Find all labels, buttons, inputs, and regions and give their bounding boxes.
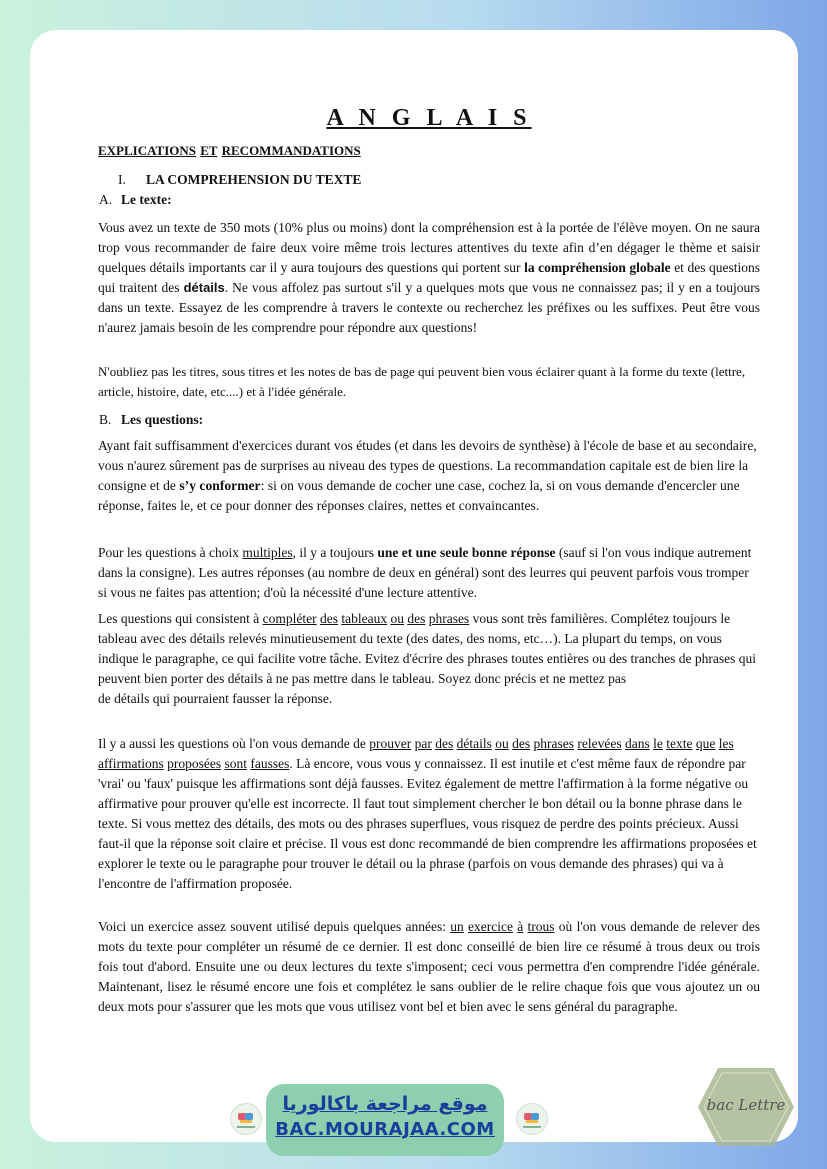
underlined-run: ou <box>390 611 404 626</box>
bac-lettre-stamp <box>698 1066 794 1148</box>
text-run: de détails qui pourraient fausser la réponse. <box>98 691 333 706</box>
banner-arabic-title[interactable]: موقع مراجعة باكالوريا <box>282 1093 488 1115</box>
text-run: . Là encore, vous vous y connaissez. Il est inutile et c'est même faux de répondre par 'vrai' ou 'faux' puisque les affirmations sont déjà fausses. Evitez également de mettre l'affirmation à la forme négative ou affirmative pour prouver qu'elle est incorrecte. Il faut tout simplement chercher le bon détail ou la bonne phrase dans le texte. Si vous mettez des détails, des mots ou des phrases superflues, vous risquez de perdre des points précieux. Aussi faut-il que la réponse soit claire et précise. Il vous est donc recommandé de bien comprendre les affirmations proposées et explorer le texte ou le paragraphe pour trouver le détail ou la phrase (parfois on vous demande des phrases) qui va à l'encontre de l'affirmation proposée. <box>98 756 757 891</box>
underlined-run: multiples <box>242 545 293 560</box>
underlined-run: le <box>653 736 663 751</box>
paragraph-tableaux <box>98 609 760 709</box>
section-label: LA COMPREHENSION DU TEXTE <box>146 172 362 187</box>
subtitle-word: RECOMMANDATIONS <box>221 143 361 158</box>
paragraph-titres <box>98 362 760 402</box>
page-title: A N G L A I S <box>326 105 532 131</box>
site-banner[interactable] <box>266 1084 504 1156</box>
text-run: et des questions qui traitent des <box>98 260 760 295</box>
underlined-run: phrases <box>533 736 574 751</box>
underlined-run: à <box>517 919 524 934</box>
text-run: Vous avez un texte de 350 mots (10% plus ou moins) dont la compréhension est à la portée de l'élève moyen. On ne saura trop vous recommander de faire deux voire même trois lectures attentives du texte afin d’en dégager le thème et saisir quelques détails importants car il y aura toujours des questions qui portent sur <box>98 220 760 275</box>
text-run: Il y a aussi les questions où l'on vous demande de <box>98 736 370 751</box>
underlined-run: des <box>407 611 426 626</box>
underlined-run: des <box>319 611 338 626</box>
underlined-run: détails <box>456 736 492 751</box>
underlined-run: dans <box>624 736 650 751</box>
bold-run: la compréhension globale <box>524 260 671 275</box>
underlined-run: les <box>718 736 734 751</box>
text-run: vous sont très familières. Complétez toujours le tableau avec des détails relevés minutieusement du texte (des dates, des noms, etc…). La plupart du temps, on vous indique le paragraphe, ce qui facilite votre tâche. Evitez d'écrire des phrases toutes entières ou des tranches de phrases qui peuvent bien porter des détails à ne pas mettre dans le tableau. Soyez donc précis et ne mettez pas <box>98 611 757 686</box>
text-run: Ayant fait suffisamment d'exercices durant vos études (et dans les devoirs de synthèse) à l'école de base et au secondaire, vous n'aurez sûrement pas de surprises au niveau des types de questions. La recommandation capitale est de bien lire la consigne et de <box>98 438 757 493</box>
subsection-label: Les questions: <box>121 412 204 427</box>
subsection-label: Le texte: <box>121 192 172 207</box>
subtitle-word: ET <box>200 143 218 158</box>
paragraph-choix-multiples <box>98 543 760 603</box>
underlined-run: ou <box>495 736 509 751</box>
text-run: , il y a toujours <box>292 545 378 560</box>
underlined-run: fausses <box>250 756 290 771</box>
stamp-text: bac Lettre <box>706 1096 786 1114</box>
underlined-run: tableaux <box>341 611 388 626</box>
bold-run: une et une seule bonne réponse <box>377 545 556 560</box>
subtitle-word: EXPLICATIONS <box>98 143 197 158</box>
subsection-heading-b <box>99 412 203 428</box>
text-run: N'oubliez pas les titres, sous titres et les notes de bas de page qui peuvent bien vous éclairer quant à la forme du texte (lettre, article, histoire, date, etc....) et à l'idée générale. <box>98 364 746 399</box>
underlined-run: affirmations <box>98 756 164 771</box>
underlined-run: que <box>695 736 716 751</box>
paragraph-exercice-trous <box>98 917 760 1017</box>
paragraph-prouver <box>98 734 760 894</box>
underlined-run: relevées <box>577 736 622 751</box>
subsection-number: A. <box>99 192 113 207</box>
text-run: Pour les questions à choix <box>98 545 243 560</box>
text-run: : si on vous demande de cocher une case, cochez la, si on vous demande d'encercler une réponse, faites le, et ce pour donner des réponses claires, nettes et convaincantes. <box>98 478 740 513</box>
paragraph-texte <box>98 218 760 338</box>
underlined-run: sont <box>224 756 247 771</box>
underlined-run: texte <box>666 736 693 751</box>
text-run: (sauf si l'on vous indique autrement dans la consigne). Les autres réponses (au nombre de deux en général) sont des leurres qui peuvent parfois vous tromper si vous ne faites pas attention; d'où la nécessité d'une lecture attentive. <box>98 545 752 600</box>
bold-run: détails <box>183 280 225 295</box>
subsection-number: B. <box>99 412 112 427</box>
underlined-run: compléter <box>262 611 317 626</box>
section-heading-1 <box>118 172 361 188</box>
underlined-run: des <box>435 736 454 751</box>
underlined-run: un <box>450 919 464 934</box>
underlined-run: prouver <box>369 736 412 751</box>
underlined-run: proposées <box>167 756 222 771</box>
banner-site-link[interactable]: BAC.MOURAJAA.COM <box>275 1119 495 1140</box>
subtitle <box>98 143 361 159</box>
text-run: Les questions qui consistent à <box>98 611 263 626</box>
underlined-run: trous <box>527 919 555 934</box>
text-run: où l'on vous demande de relever des mots du texte pour compléter un résumé de ce dernier. Il est donc conseillé de bien lire ce résumé à trous deux ou trois fois tout d'abord. Ensuite une ou deux lectures du texte s'imposent; ceci vous permettra d'en comprendre l'idée générale. Maintenant, lisez le résumé encore une fois et complétez le sans oublier de le relire chaque fois que vous ajoutez un ou deux mots pour s'assurer que les mots que vous utilisez vont bel et bien avec le sens général du paragraphe. <box>98 919 761 1014</box>
bold-run: s’y conformer <box>179 478 261 493</box>
underlined-run: par <box>414 736 432 751</box>
section-number: I. <box>118 172 126 187</box>
text-run: Voici un exercice assez souvent utilisé depuis quelques années: <box>98 919 451 934</box>
books-logo-icon <box>230 1103 262 1135</box>
paragraph-questions <box>98 436 760 516</box>
page <box>30 30 798 1142</box>
books-logo-icon <box>516 1103 548 1135</box>
underlined-run: phrases <box>428 611 470 626</box>
underlined-run: exercice <box>468 919 514 934</box>
underlined-run: des <box>512 736 531 751</box>
text-run: . Ne vous affolez pas surtout s'il y a quelques mots que vous ne connaissez pas; il y en a toujours dans un texte. Essayez de les comprendre à travers le contexte ou recherchez les préfixes ou les suffixes. Peut être vous n'aurez jamais besoin de les comprendre pour répondre aux questions! <box>98 280 760 335</box>
subsection-heading-a <box>99 192 172 208</box>
